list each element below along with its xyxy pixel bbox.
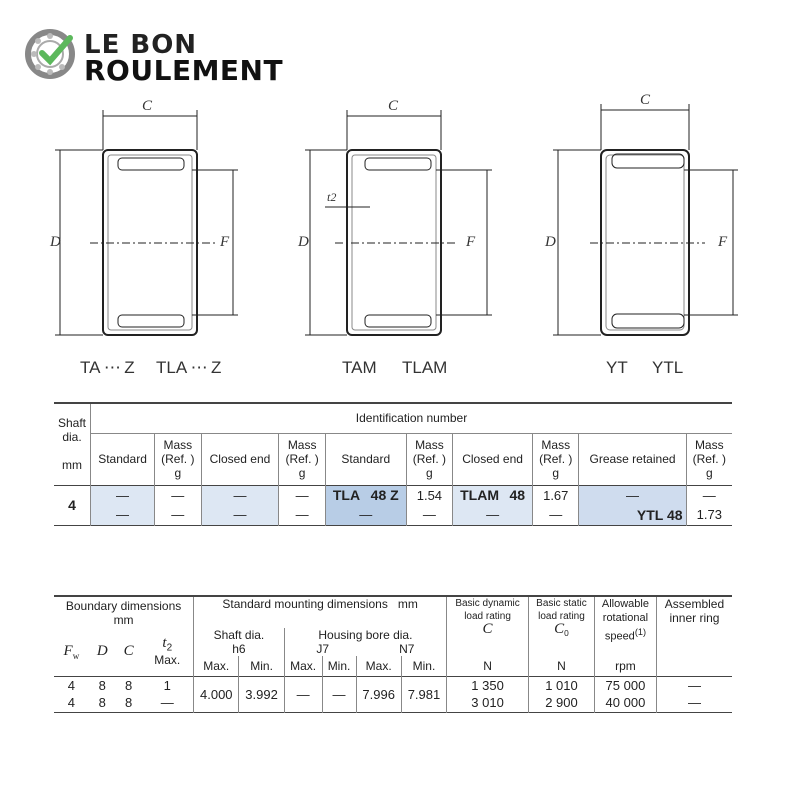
ident-header: Identification number (355, 411, 468, 426)
cell: 4 (67, 677, 75, 693)
shaft-value: 4 (54, 485, 91, 525)
cell: 2 900 (528, 694, 594, 712)
n7-label: N7 (399, 642, 415, 656)
load-label: load rating (538, 611, 585, 622)
t2-sub: 2 (166, 641, 173, 653)
logo-line1: LE BON (84, 30, 198, 60)
cell: 3 010 (447, 694, 529, 712)
d-symbol: D (96, 643, 108, 660)
cell: 1.67 (533, 485, 579, 505)
cell: 1.54 (406, 485, 452, 505)
max-label: Max. (154, 652, 181, 667)
min-label: Min. (401, 656, 446, 676)
cell: 1 010 (528, 676, 594, 694)
table-row (54, 485, 732, 505)
max-label: Max. (284, 656, 322, 676)
cell: — (155, 505, 201, 525)
dim-d-1: D (50, 234, 61, 250)
label-tlam: TLAM (402, 358, 448, 377)
rot-label: rotational (602, 612, 649, 624)
cell: 4.000 (194, 676, 239, 712)
ytl-number: YTL 48 (579, 505, 686, 525)
cell: — (702, 487, 716, 503)
dimensions-table (54, 595, 732, 713)
label-ytl: YTL (652, 358, 684, 377)
mass-label: Mass (287, 438, 317, 452)
cell: 75 000 (594, 676, 656, 694)
ref-label: (Ref. ) (692, 452, 726, 466)
label-tam: TAM (342, 358, 377, 377)
load-label: load rating (464, 611, 511, 622)
c-symbol: C (123, 643, 134, 660)
cell: — (687, 695, 701, 711)
dim-c-3: C (640, 92, 651, 108)
mm-label: mm (62, 458, 82, 473)
dyn-label: Basic dynamic (455, 598, 520, 609)
cell: — (406, 505, 452, 525)
t2-symbol: t (162, 634, 167, 651)
cell: — (533, 505, 579, 525)
mass-label: Mass (694, 438, 724, 452)
logo (24, 26, 304, 86)
cell: — (201, 485, 279, 505)
dim-t2: t2 (327, 190, 337, 204)
cell: 1 350 (447, 676, 529, 694)
mass-label: Mass (541, 438, 571, 452)
cell: 8 (124, 695, 133, 711)
fw-symbol: F (63, 642, 73, 659)
tlam-prefix: TLAM (460, 487, 499, 504)
cell: 7.996 (356, 676, 401, 712)
g-label: g (298, 466, 306, 480)
cell: 40 000 (594, 694, 656, 712)
cell: — (201, 505, 279, 525)
j7-label: J7 (316, 642, 330, 656)
g-label: g (705, 466, 713, 480)
cell: — (687, 677, 701, 693)
max-label: Max. (356, 656, 401, 676)
ref-label: (Ref. ) (285, 452, 319, 466)
min-label: Min. (239, 656, 284, 676)
tla-number: 48 Z (370, 487, 399, 504)
dia-label: dia. (62, 430, 82, 445)
fw-sub: w (72, 650, 80, 661)
mounting-label: Standard mounting dimensions (222, 597, 388, 611)
dim-fw-1: F (220, 234, 230, 250)
h6-label: h6 (232, 642, 246, 656)
note-label: (1) (634, 627, 647, 637)
label-yt: YT (606, 358, 628, 377)
label-tla-z: TLA ⋯ Z (156, 358, 222, 377)
table-row (54, 505, 732, 525)
assembled-label: Assembled (664, 597, 725, 611)
g-label: g (552, 466, 560, 480)
unit-rpm: rpm (594, 656, 656, 676)
ref-label: (Ref. ) (539, 452, 573, 466)
cell: — (141, 694, 193, 712)
bearing-diagrams (0, 90, 800, 350)
cell: — (91, 505, 155, 525)
shaft-label: Shaft dia. (213, 628, 265, 642)
max-label: Max. (194, 656, 239, 676)
cell: 1.73 (696, 507, 722, 523)
g-label: g (426, 466, 433, 480)
allow-label: Allowable (601, 598, 649, 610)
cell: — (91, 485, 155, 505)
cell: — (453, 505, 533, 525)
stat-label: Basic static (536, 598, 587, 609)
ref-label: (Ref. ) (412, 452, 447, 466)
dim-c-1: C (142, 98, 153, 114)
label-ta-z: TA ⋯ Z (80, 358, 135, 377)
cell: 4 (67, 695, 75, 711)
mass-label: Mass (415, 438, 444, 452)
identification-table (54, 402, 732, 526)
c0-sub: 0 (564, 628, 569, 638)
cell: — (579, 485, 686, 505)
ref-label: (Ref. ) (161, 452, 195, 466)
bearing-drawings (0, 90, 800, 390)
cell: 8 (98, 695, 106, 711)
unit-n: N (447, 656, 529, 676)
g-label: g (174, 466, 182, 480)
cell: — (284, 676, 322, 712)
cell: — (155, 485, 201, 505)
mm-label: mm (113, 612, 134, 627)
inner-label: inner ring (669, 611, 720, 625)
hdr-standard-2: Standard (325, 433, 406, 485)
cell: — (279, 485, 325, 505)
c-symbol: C (482, 621, 493, 637)
dim-d-3: D (545, 234, 556, 250)
cell: 7.981 (401, 676, 446, 712)
boundary-label: Boundary dimensions (65, 598, 182, 613)
cell: — (322, 676, 356, 712)
min-label: Min. (322, 656, 356, 676)
bearing-check-icon (24, 26, 80, 82)
cell: 8 (98, 677, 106, 693)
cell: — (325, 505, 406, 525)
dim-fw-3: F (718, 234, 728, 250)
dim-d-2: D (298, 234, 309, 250)
cell: 8 (124, 677, 133, 693)
shaft-label: Shaft (57, 416, 87, 431)
c0-symbol: C (554, 621, 565, 637)
mass-label: Mass (163, 438, 193, 452)
cell: — (279, 505, 325, 525)
housing-label: Housing bore dia. (318, 628, 413, 642)
mm-label: mm (397, 597, 418, 611)
hdr-closed-2: Closed end (453, 433, 533, 485)
tla-prefix: TLA (332, 487, 361, 504)
cell: 1 (141, 676, 193, 694)
logo-line2: ROULEMENT (84, 54, 284, 87)
dim-c-2: C (388, 98, 399, 114)
cell: 3.992 (239, 676, 284, 712)
table-row (54, 676, 732, 694)
hdr-standard-1: Standard (91, 433, 155, 485)
speed-label: speed (604, 630, 635, 643)
hdr-grease: Grease retained (579, 433, 686, 485)
hdr-closed-1: Closed end (201, 433, 279, 485)
dim-fw-2: F (466, 234, 476, 250)
unit-n: N (528, 656, 594, 676)
tlam-number: 48 (509, 487, 526, 504)
